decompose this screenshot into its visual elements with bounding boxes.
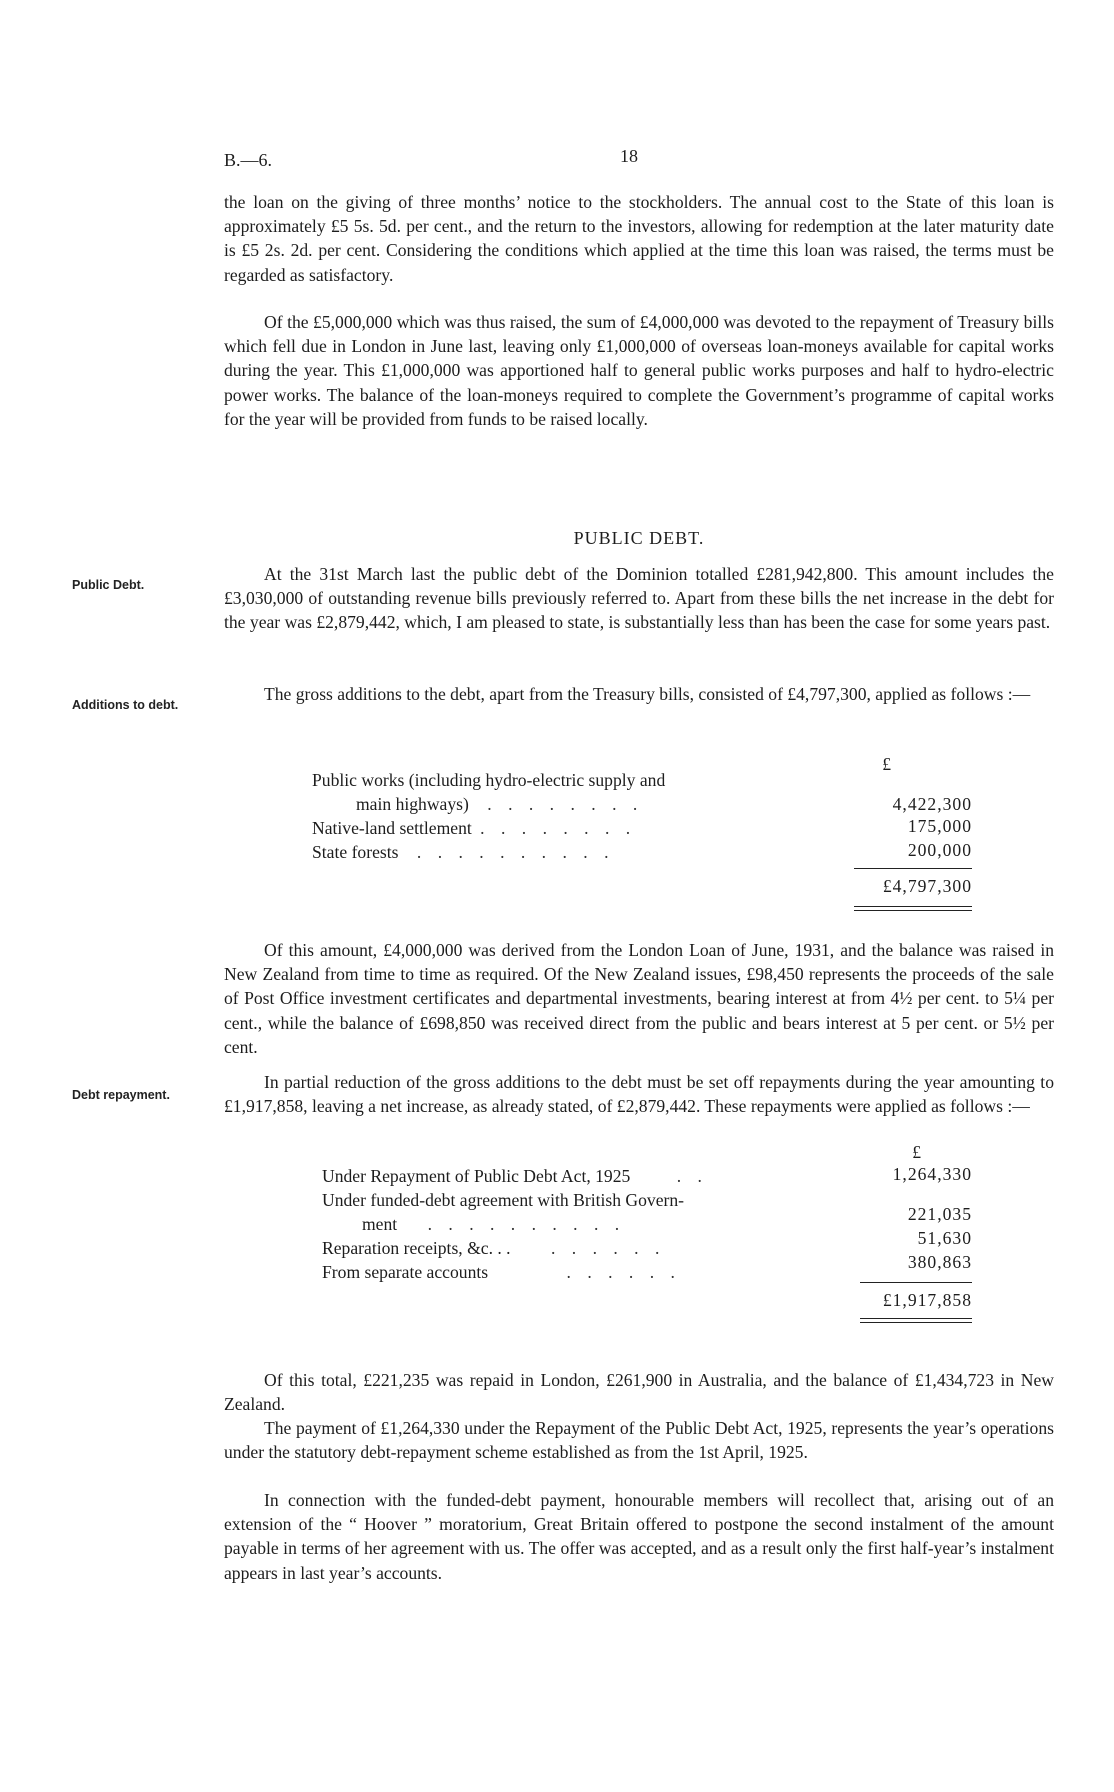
side-note-repayment: Debt repayment.: [72, 1088, 170, 1102]
row-label: Under funded-debt agreement with British Govern-: [322, 1190, 685, 1210]
subtotal-rule: [854, 868, 972, 869]
side-note-public-debt: Public Debt.: [72, 578, 145, 592]
total-rule-upper: [860, 1318, 972, 1319]
row-label: Native-land settlement: [312, 818, 472, 838]
row-label: ment: [362, 1214, 398, 1234]
additions-table: [312, 752, 972, 912]
currency-header: £: [882, 754, 892, 774]
row-amount: 4,422,300: [892, 794, 972, 814]
table-row: [312, 768, 665, 792]
leader-dots: . . . . . . . . . .: [427, 1214, 626, 1234]
row-label: Reparation receipts, &c. . .: [322, 1238, 511, 1258]
total-rule-upper: [854, 906, 972, 907]
leader-dots: . .: [676, 1166, 708, 1186]
table-row: [312, 840, 614, 864]
table-row: [322, 1164, 708, 1188]
paragraph-statutory-scheme: The payment of £1,264,330 under the Repayment of the Public Debt Act, 1925, represents the year’s operations under the statutory debt-repayment scheme established as from the 1st April, 1925.: [224, 1418, 1054, 1463]
paragraph-repayment-locations: Of this total, £221,235 was repaid in London, £261,900 in Australia, and the balance of £1,434,723 in New Zealand.: [224, 1370, 1054, 1415]
currency-header: £: [912, 1142, 922, 1162]
row-label: Public works (including hydro-electric supply and: [312, 770, 666, 790]
section-heading-public-debt: PUBLIC DEBT.: [573, 528, 705, 548]
row-amount: 221,035: [907, 1204, 972, 1224]
table-total: £4,797,300: [882, 876, 972, 896]
total-rule-lower: [860, 1322, 972, 1323]
row-label: Under Repayment of Public Debt Act, 1925: [322, 1166, 631, 1186]
row-label: main highways): [356, 794, 469, 814]
page-number: 18: [620, 146, 638, 166]
table-total: £1,917,858: [882, 1290, 972, 1310]
table-row-continuation: [356, 792, 643, 816]
table-row: [322, 1188, 684, 1212]
paragraph-repayments: In partial reduction of the gross additions to the debt must be set off repayments during the year amounting to £1,917,858, leaving a net increase, as already stated, of £2,879,442. These repayments were applied as follows :—: [224, 1072, 1054, 1117]
paragraph-loan-terms: the loan on the giving of three months’ notice to the stockholders. The annual cost to the State of this loan is approximately £5 5s. 5d. per cent., and the return to the investors, allowing for redemption at the later maturity date is £5 2s. 2d. per cent. Considering the conditions which applied at the time this loan was raised, the terms must be regarded as satisfactory.: [224, 192, 1054, 285]
leader-dots: . . . . . .: [550, 1238, 666, 1258]
table-row: [322, 1260, 681, 1284]
paragraph-derivation: Of this amount, £4,000,000 was derived from the London Loan of June, 1931, and the balance was raised in New Zealand from time to time as required. Of the New Zealand issues, £98,450 represents the proceeds of the sale of Post Office investment certificates and departmental investments, bearing interest at from 4½ per cent. to 5¼ per cent., while the balance of £698,850 was received direct from the public and bears interest at 5 per cent. or 5½ per cent.: [224, 940, 1054, 1057]
paragraph-gross-additions: The gross additions to the debt, apart from the Treasury bills, consisted of £4,797,300, applied as follows :—: [264, 684, 1031, 704]
row-label: State forests: [312, 842, 399, 862]
table-row: [322, 1236, 665, 1260]
paragraph-public-debt-total: At the 31st March last the public debt of the Dominion totalled £281,942,800. This amount includes the £3,030,000 of outstanding revenue bills previously referred to. Apart from these bills the net increase in the debt for the year was £2,879,442, which, I am pleased to state, is substantially less than has been the case for some years past.: [224, 564, 1054, 633]
row-amount: 175,000: [907, 816, 972, 836]
row-amount: 1,264,330: [892, 1164, 972, 1184]
row-amount: 51,630: [917, 1228, 972, 1248]
row-label: From separate accounts: [322, 1262, 489, 1282]
leader-dots: . . . . . . . .: [487, 794, 644, 814]
paragraph-loan-apportionment: Of the £5,000,000 which was thus raised, the sum of £4,000,000 was devoted to the repayment of Treasury bills which fell due in London in June last, leaving only £1,000,000 of overseas loan-moneys available for capital works during the year. This £1,000,000 was apportioned half to general public works purposes and half to hydro-electric power works. The balance of the loan-moneys required to complete the Government’s programme of capital works for the year will be provided from funds to be raised locally.: [224, 312, 1054, 429]
document-code: B.—6.: [224, 150, 273, 170]
row-amount: 380,863: [907, 1252, 972, 1272]
leader-dots: . . . . . . . . . .: [416, 842, 615, 862]
table-row-continuation: [362, 1212, 625, 1236]
repayments-table: [322, 1140, 972, 1320]
table-row: [312, 816, 636, 840]
total-rule-lower: [854, 910, 972, 911]
side-note-additions: Additions to debt.: [72, 698, 179, 712]
subtotal-rule: [860, 1282, 972, 1283]
paragraph-hoover-moratorium: In connection with the funded-debt payment, honourable members will recollect that, arising out of an extension of the “ Hoover ” moratorium, Great Britain offered to postpone the second instalment of the amount payable in terms of her agreement with us. The offer was accepted, and as a result only the first half-year’s instalment appears in last year’s accounts.: [224, 1490, 1054, 1583]
leader-dots: . . . . . .: [566, 1262, 681, 1282]
leader-dots: . . . . . . . .: [480, 818, 637, 838]
row-amount: 200,000: [907, 840, 972, 860]
